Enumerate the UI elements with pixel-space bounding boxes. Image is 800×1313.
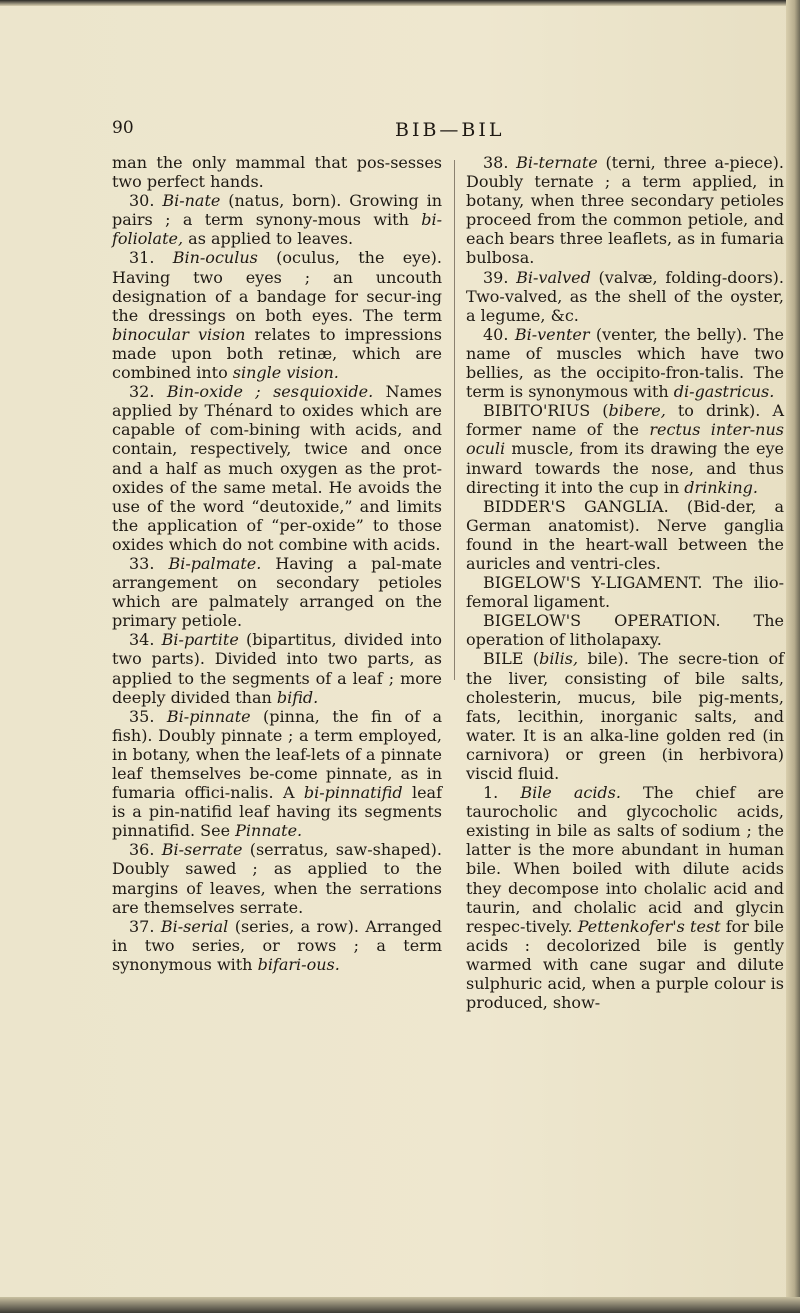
dictionary-entry	[466, 649, 784, 783]
entry-text: relates to impressions made upon both retinæ, which are combined into	[112, 324, 443, 383]
entry-text: 32.	[129, 382, 167, 402]
italic-text: drinking.	[684, 477, 758, 497]
page-bottom-shadow	[0, 1297, 800, 1313]
entry-text: BIBITO'RIUS (	[483, 401, 609, 421]
italic-text: Bi-venter	[514, 324, 590, 344]
dictionary-entry	[112, 248, 442, 382]
entry-text: (natus, born). Growing in pairs ; a term synony-mous with	[112, 191, 442, 230]
entry-text: (pinna, the fin of a fish). Doubly pinnate ; a term employed, in botany, when the leaf-lets of a pinnate leaf themselves be-come pinnate, as in fumaria offici-nalis. A	[112, 706, 442, 803]
entry-text: BIDDER'S GANGLIA. (Bid-der, a German anatomist). Nerve ganglia found in the heart-wall between the auricles and ventri-cles.	[466, 496, 784, 573]
entry-text: (oculus, the eye). Having two eyes ; an uncouth designation of a bandage for secur-ing the dressings on both eyes. The term	[112, 248, 443, 325]
italic-text: Pinnate.	[235, 821, 303, 841]
entry-text: muscle, from its drawing the eye inward towards the nose, and thus directing it into the cup in	[466, 439, 784, 497]
italic-text: bifid.	[276, 687, 319, 707]
italic-text: bi-pinnatifid	[303, 783, 403, 803]
dictionary-entry	[466, 783, 784, 1012]
entry-text: leaf is a pin-natifid leaf having its segments pinnatifid. See	[112, 783, 442, 841]
dictionary-entry	[112, 840, 442, 916]
entry-text: (venter, the belly). The name of muscles which have two bellies, as the occipito-fron-talis. The term is synonymous with	[466, 324, 785, 402]
dictionary-entry	[466, 268, 784, 325]
entry-text: (series, a row). Arranged in two series, or rows ; a term synonymous with	[112, 916, 442, 974]
italic-text: binocular vision	[112, 324, 246, 344]
dictionary-entry	[466, 401, 784, 496]
dictionary-entry	[466, 611, 784, 649]
entry-text: 34.	[129, 630, 162, 650]
italic-text: Bi-partite	[161, 630, 239, 650]
dictionary-entry	[466, 573, 784, 611]
dictionary-entry	[112, 630, 442, 706]
italic-text: rectus inter-nus oculi	[466, 420, 785, 459]
page-right-edge	[786, 0, 800, 1313]
entry-text: to drink). A former name of the	[466, 401, 785, 440]
entry-text: 35.	[129, 706, 167, 726]
italic-text: Bin-oculus	[172, 248, 258, 268]
dictionary-entry	[112, 554, 442, 630]
entry-text: (serratus, saw-shaped). Doubly sawed ; as applied to the margins of leaves, when the serrations are themselves serrate.	[112, 840, 442, 917]
entry-text: (bipartitus, divided into two parts). Divided into two parts, as applied to the segments of a leaf ; more deeply divided than	[112, 630, 442, 707]
entry-text: man the only mammal that pos-sesses two perfect hands.	[112, 153, 442, 192]
italic-text: Bi-nate	[162, 191, 221, 211]
right-column	[466, 153, 784, 1012]
entry-text: 36.	[129, 840, 162, 860]
entry-text: Having a pal-mate arrangement on secondary petioles which are palmately arranged on the primary petiole.	[112, 553, 442, 631]
italic-text: Pettenkofer's test	[577, 916, 721, 936]
italic-text: Bi-valved	[516, 267, 591, 287]
italic-text: Bi-pinnate	[166, 706, 251, 726]
dictionary-entry	[466, 497, 784, 573]
entry-text: (terni, three a-piece). Doubly ternate ; a term applied, in botany, when three secondary petioles proceed from the common petiole, and each bears three leaflets, as in fumaria bulbosa.	[466, 153, 785, 268]
italic-text: Bi-serial	[160, 916, 229, 936]
entry-text: BIGELOW'S OPERATION. The operation of litholapaxy.	[466, 611, 784, 650]
italic-text: Bin-oxide ; sesquioxide.	[166, 382, 374, 402]
dictionary-entry	[112, 153, 442, 191]
italic-text: Bile acids.	[520, 783, 621, 803]
running-head: BIB—BIL	[395, 119, 505, 141]
entry-text: Names applied by Thénard to oxides which are capable of com-bining with acids, and contain, respectively, twice and once and a half as much oxygen as the prot-oxides of the same metal. He avoids the use of the word “deutoxide,” and limits the application of “per-oxide” to those oxides which do not combine with acids.	[112, 382, 442, 554]
italic-text: bifari-ous.	[257, 954, 340, 974]
italic-text: di-gastricus.	[673, 382, 775, 402]
entry-text: 37.	[129, 916, 161, 936]
entry-text: 31.	[129, 248, 173, 268]
dictionary-entry	[112, 707, 442, 841]
italic-text: Bi-serrate	[161, 840, 243, 860]
italic-text: Bi-palmate.	[168, 553, 262, 573]
entry-text: 40.	[483, 324, 515, 344]
entry-text: BIGELOW'S Y-LIGAMENT. The ilio-femoral ligament.	[466, 573, 784, 612]
dictionary-entry	[112, 382, 442, 554]
dictionary-entry	[112, 917, 442, 974]
italic-text: bilis,	[539, 649, 579, 669]
entry-text: as applied to leaves.	[183, 229, 354, 249]
entry-text: (valvæ, folding-doors). Two-valved, as the shell of the oyster, a legume, &c.	[466, 267, 784, 325]
entry-text: 30.	[129, 191, 163, 211]
page-number: 90	[112, 118, 134, 138]
entry-text: bile). The secre-tion of the liver, consisting of bile salts, cholesterin, mucus, bile pig-ments, fats, lecithin, inorganic salts, and water. It is an alka-line golden red (in carnivora) or green (in herbivora) viscid fluid.	[466, 649, 784, 783]
dictionary-entry	[112, 191, 442, 248]
page-top-shadow	[0, 0, 800, 6]
italic-text: bi-foliolate,	[112, 210, 442, 249]
dictionary-entry	[466, 153, 784, 268]
entry-text: BILE (	[483, 649, 540, 669]
entry-text: 38.	[483, 153, 517, 172]
left-column	[112, 153, 442, 974]
entry-text: 39.	[483, 267, 517, 287]
italic-text: single vision.	[232, 363, 339, 383]
dictionary-entry	[466, 325, 784, 401]
entry-text: for bile acids : decolorized bile is gently warmed with cane sugar and dilute sulphuric acid, when a purple colour is produced, show-	[466, 916, 784, 1013]
italic-text: Bi-ternate	[516, 153, 598, 172]
entry-text: 1.	[483, 783, 521, 803]
column-divider	[454, 160, 455, 680]
entry-text: 33.	[129, 553, 169, 573]
italic-text: bibere,	[608, 401, 666, 421]
entry-text: The chief are taurocholic and glycocholic acids, existing in bile as salts of sodium ; the latter is the more abundant in human bile. When boiled with dilute acids they decompose into cholalic acid and taurin, and cholalic acid and glycin respec-tively.	[466, 783, 784, 936]
